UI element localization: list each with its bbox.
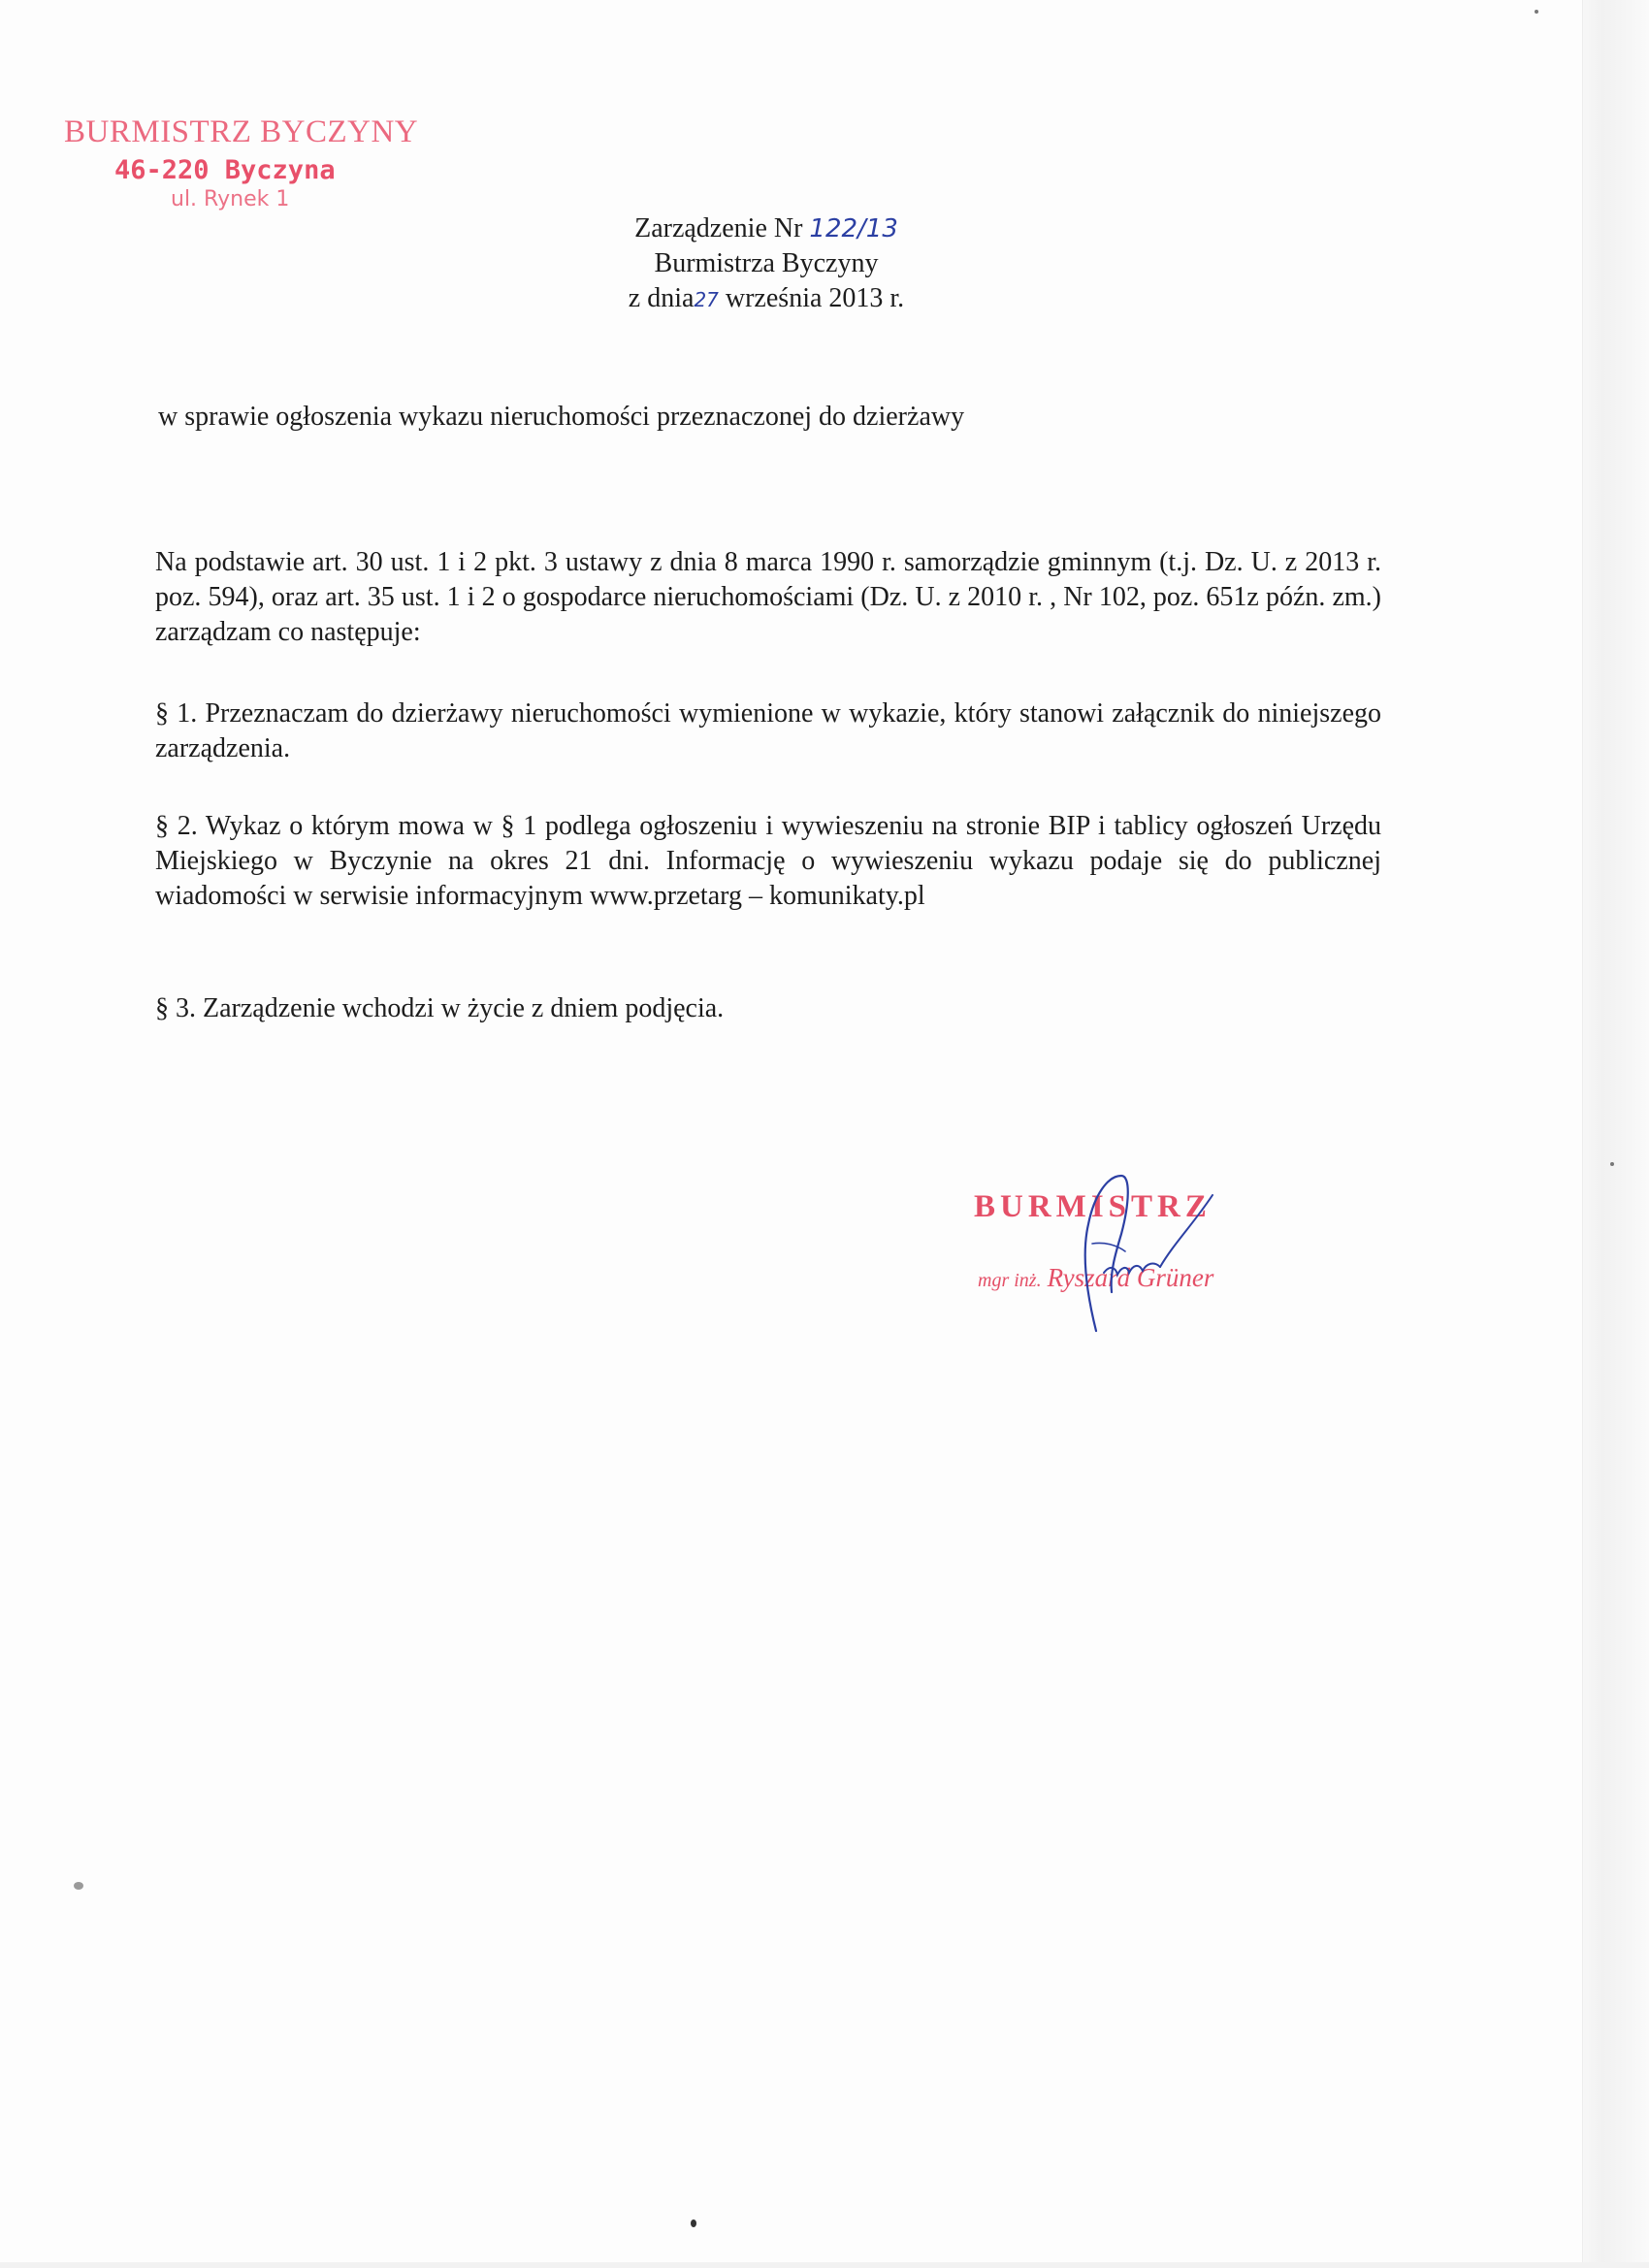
scanner-bottom-edge [0, 2262, 1649, 2268]
signature-stamp [970, 1176, 1280, 1331]
scan-speck [691, 2219, 696, 2227]
section-1-paragraph: § 1. Przeznaczam do dzierżawy nieruchomości wymienione w wykazie, który stanowi załącznik do niniejszego zarządzenia. [155, 698, 1381, 763]
stamp-postal-city: 46-220 Byczyna [114, 154, 336, 185]
document-header [543, 211, 989, 317]
signatory-full-name: Ryszard Grüner [1047, 1263, 1214, 1292]
signatory-degree: mgr inż. [978, 1270, 1042, 1291]
scan-speck [1535, 10, 1538, 14]
date-day-handwritten: 27 [694, 288, 719, 311]
ordinance-number-handwritten: 122/13 [809, 214, 898, 243]
scan-speck [74, 1882, 83, 1890]
date-prefix: z dnia [628, 283, 695, 313]
document-subject: w sprawie ogłoszenia wykazu nieruchomości przeznaczonej do dzierżawy [158, 402, 965, 432]
ordinance-title [543, 211, 989, 246]
ordinance-date [543, 281, 989, 317]
legal-basis-paragraph: Na podstawie art. 30 ust. 1 i 2 pkt. 3 ustawy z dnia 8 marca 1990 r. samorządzie gminnym (t.j. Dz. U. z 2013 r. poz. 594), oraz art. 35 ust. 1 i 2 o gospodarce nieruchomościami (Dz. U. z 2010 r. , Nr 102, poz. 651z późn. zm.) zarządzam co następuje: [155, 547, 1381, 647]
handwritten-signature-icon [1028, 1137, 1251, 1360]
stamp-office-name: BURMISTRZ BYCZYNY [64, 114, 419, 149]
stamp-street: ul. Rynek 1 [171, 186, 290, 211]
office-stamp [64, 114, 418, 211]
issuing-authority: Burmistrza Byczyny [654, 248, 879, 278]
date-suffix: września 2013 r. [725, 283, 905, 313]
section-3-paragraph: § 3. Zarządzenie wchodzi w życie z dniem podjęcia. [155, 993, 725, 1023]
section-2-paragraph: § 2. Wykaz o którym mowa w § 1 podlega ogłoszeniu i wywieszeniu na stronie BIP i tablicy ogłoszeń Urzędu Miejskiego w Byczynie na okres 21 dni. Informację o wywieszeniu wykazu podaje się do publicznej wiadomości w serwisie informacyjnym www.przetarg – komunikaty.pl [155, 811, 1381, 911]
signature-title: BURMISTRZ [974, 1189, 1212, 1224]
ordinance-title-prefix: Zarządzenie Nr [634, 213, 803, 243]
scanner-edge [1582, 0, 1649, 2268]
scan-speck [1610, 1162, 1614, 1166]
